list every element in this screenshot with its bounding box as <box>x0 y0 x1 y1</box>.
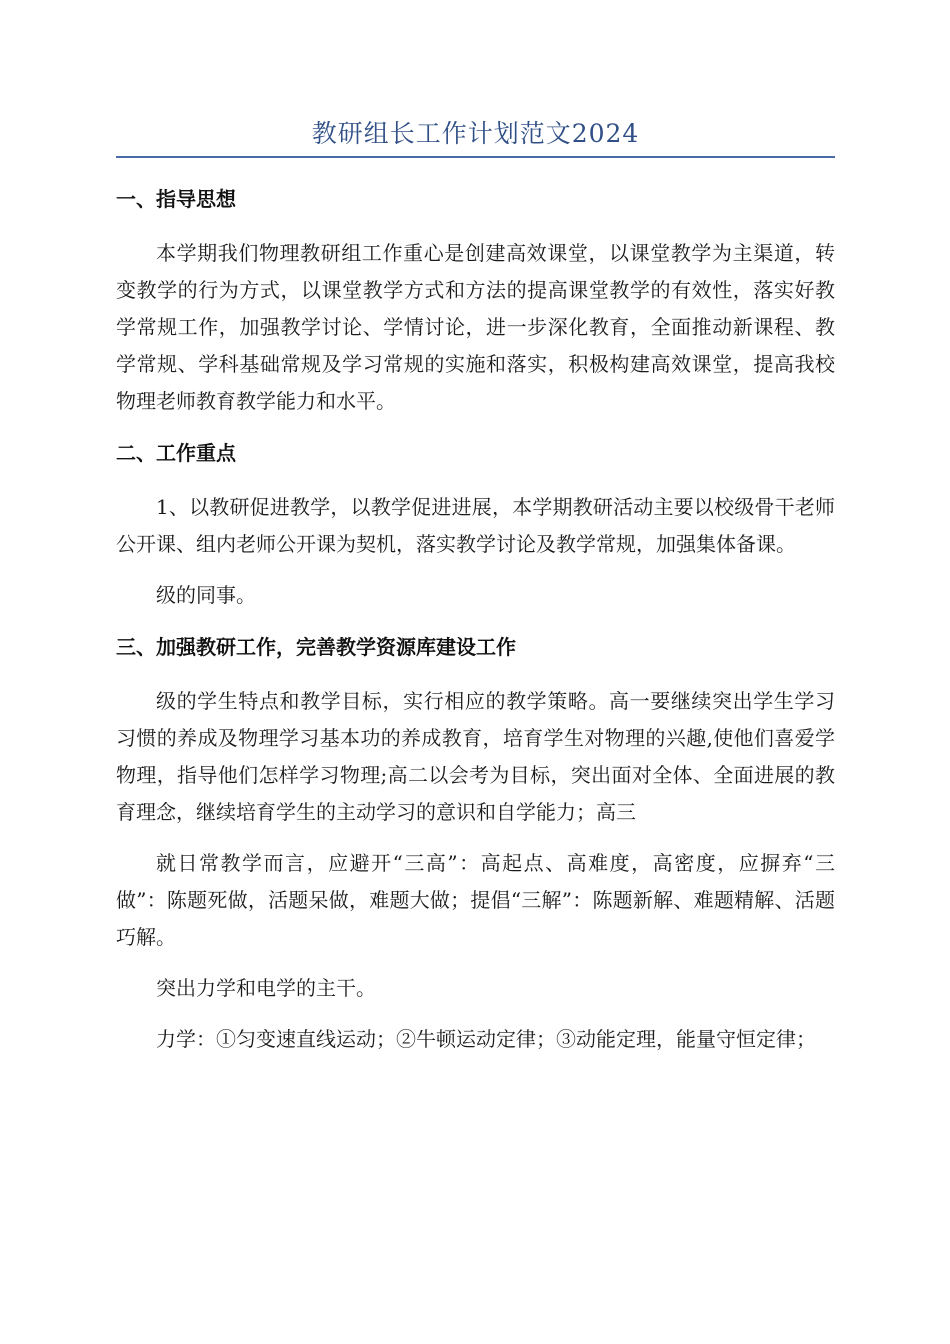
section-teaching-research <box>116 634 835 1058</box>
paragraph: 就日常教学而言，应避开“三高”：高起点、高难度，高密度，应摒弃“三做”：陈题死做，活题呆做，难题大做；提倡“三解”：陈题新解、难题精解、活题巧解。 <box>116 851 835 949</box>
section-guiding-thought <box>116 186 835 420</box>
section-heading: 一、指导思想 <box>116 187 236 211</box>
document-title: 教研组长工作计划范文2024 <box>311 119 640 148</box>
section-heading: 二、工作重点 <box>116 441 236 465</box>
section-work-focus <box>116 440 835 614</box>
paragraph: 本学期我们物理教研组工作重心是创建高效课堂，以课堂教学为主渠道，转变教学的行为方式，以课堂教学方式和方法的提高课堂教学的有效性，落实好教学常规工作，加强教学讨论、学情讨论，进一步深化教育，全面推动新课程、教学常规、学科基础常规及学习常规的实施和落实，积极构建高效课堂，提高我校物理老师教育教学能力和水平。 <box>116 241 835 413</box>
paragraph: 1、以教研促进教学，以教学促进进展，本学期教研活动主要以校级骨干老师公开课、组内老师公开课为契机，落实教学讨论及教学常规，加强集体备课。 <box>116 495 835 556</box>
paragraph: 级的同事。 <box>156 583 256 607</box>
section-heading: 三、加强教研工作，完善教学资源库建设工作 <box>116 635 516 659</box>
paragraph: 力学：①匀变速直线运动；②牛顿运动定律；③动能定理，能量守恒定律； <box>156 1027 816 1051</box>
title-underline <box>116 156 835 158</box>
paragraph: 级的学生特点和教学目标，实行相应的教学策略。高一要继续突出学生学习习惯的养成及物理学习基本功的养成教育，培育学生对物理的兴趣,使他们喜爱学物理，指导他们怎样学习物理;高二以会考为目标，突出面对全体、全面进展的教育理念，继续培育学生的主动学习的意识和自学能力；高三 <box>116 689 835 824</box>
paragraph: 突出力学和电学的主干。 <box>156 976 376 1000</box>
document-page <box>116 112 835 1072</box>
